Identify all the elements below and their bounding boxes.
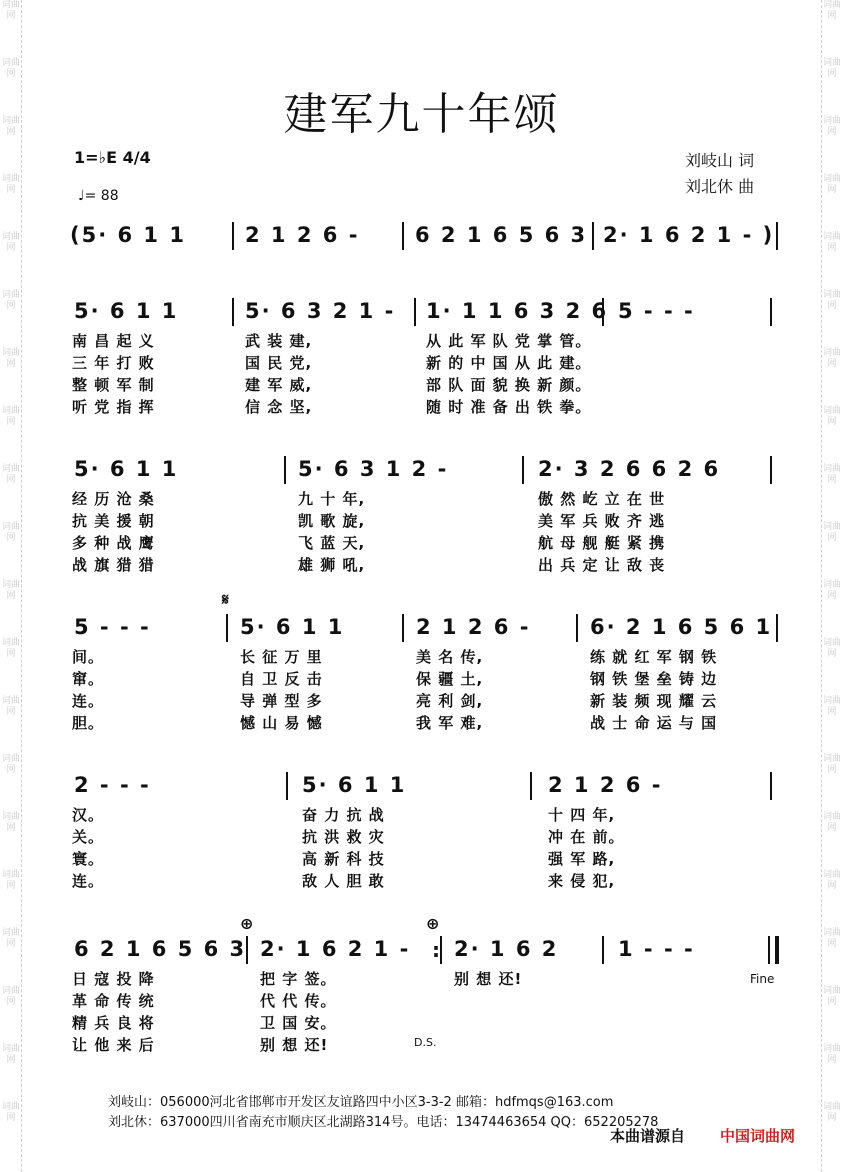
bar-line <box>530 772 532 800</box>
lyric-segment: 国 民 党, <box>245 354 313 372</box>
lyric-segment: 三 年 打 败 <box>72 354 155 372</box>
lyric-segment: 把 字 签。 <box>260 970 337 988</box>
lyrics-block <box>70 488 782 576</box>
measure: 2· 1 6 2 1 - <box>260 937 411 961</box>
watermark-text: 词曲网 <box>822 290 841 311</box>
bar-line <box>402 614 404 642</box>
bar-line <box>232 222 234 250</box>
watermark-text: 词曲网 <box>1 580 20 601</box>
lyric-segment: 信 念 坚, <box>245 398 313 416</box>
lyric-segment: 代 代 传。 <box>260 992 337 1010</box>
lyric-segment: 听 党 指 挥 <box>72 398 155 416</box>
lyric-segment: 傲 然 屹 立 在 世 <box>538 490 666 508</box>
lyric-segment: 亮 利 剑, <box>416 692 484 710</box>
lyric-segment: 出 兵 定 让 敌 丧 <box>538 556 666 574</box>
composer-contact: 刘北休：637000四川省南充市顺庆区北湖路314号。电话：13474463654 QQ：652205278 <box>108 1115 659 1130</box>
watermark-text: 词曲网 <box>822 116 841 137</box>
measure: 2· 3 2 6 6 2 6 <box>538 457 721 481</box>
lyric-segment: 连。 <box>72 692 105 710</box>
lyric-segment: 雄 狮 吼, <box>298 556 366 574</box>
lyric-segment: 南 昌 起 义 <box>72 332 155 350</box>
measure: 2 1 2 6 - <box>416 615 531 639</box>
watermark-text: 词曲网 <box>1 928 20 949</box>
bar-line <box>602 936 604 964</box>
lyric-segment: 练 就 红 军 钢 铁 <box>590 648 718 666</box>
final-bar-line <box>768 936 770 964</box>
lyric-segment: 连。 <box>72 872 105 890</box>
watermark-text: 词曲网 <box>822 464 841 485</box>
lyric-segment: 从 此 军 队 党 掌 管。 <box>426 332 592 350</box>
lyric-verse-1 <box>70 804 782 826</box>
song-title: 建军九十年颂 <box>283 89 560 140</box>
bar-line <box>576 614 578 642</box>
lyric-verse-4 <box>70 870 782 892</box>
watermark-text: 词曲网 <box>1 464 20 485</box>
lyric-segment: 多 种 战 鹰 <box>72 534 155 552</box>
lyric-segment: 美 名 传, <box>416 648 484 666</box>
measure: 5· 6 1 1 <box>74 457 179 481</box>
lyric-segment: 导 弹 型 多 <box>240 692 323 710</box>
watermark-text: 词曲网 <box>822 406 841 427</box>
measure: 6 2 1 6 5 6 3 <box>415 223 588 247</box>
score-system-3 <box>70 454 782 576</box>
bar-line <box>770 456 772 484</box>
lyric-segment: 高 新 科 技 <box>302 850 385 868</box>
measure: 1 - - - <box>618 937 695 961</box>
watermark-text: 词曲网 <box>1 232 20 253</box>
lyric-segment: 窜。 <box>72 670 105 688</box>
watermark-text: 词曲网 <box>822 0 841 21</box>
lyric-segment: 间。 <box>72 648 105 666</box>
bar-line <box>770 298 772 326</box>
watermark-text: 词曲网 <box>822 696 841 717</box>
measure: 2 1 2 6 - <box>548 773 663 797</box>
measure: 5· 6 1 1 <box>302 773 407 797</box>
lyric-segment: 新 的 中 国 从 此 建。 <box>426 354 592 372</box>
bar-line <box>770 772 772 800</box>
watermark-text: 词曲网 <box>822 522 841 543</box>
watermark-text: 词曲网 <box>1 812 20 833</box>
watermark-text: 词曲网 <box>1 870 20 891</box>
segno-sign: 𝄋 <box>222 590 229 609</box>
measure: 5 - - - <box>618 299 695 323</box>
watermark-text: 词曲网 <box>822 580 841 601</box>
composer-credit: 刘北休 曲 <box>685 177 755 196</box>
notation-row <box>70 296 782 326</box>
score-system-2 <box>70 296 782 418</box>
watermark-text: 词曲网 <box>1 986 20 1007</box>
lyric-verse-2 <box>70 990 782 1012</box>
lyric-segment: 抗 洪 救 灾 <box>302 828 385 846</box>
measure: 6· 2 1 6 5 6 1 <box>590 615 773 639</box>
bar-line <box>592 222 594 250</box>
lyric-segment: 自 卫 反 击 <box>240 670 323 688</box>
lyric-segment: 整 顿 军 制 <box>72 376 155 394</box>
lyric-segment: 关。 <box>72 828 105 846</box>
lyric-verse-3 <box>70 690 782 712</box>
watermark-text: 词曲网 <box>1 1044 20 1065</box>
lyric-segment: 凯 歌 旋, <box>298 512 366 530</box>
bar-line <box>414 298 416 326</box>
source-site-link[interactable]: 中国词曲网 <box>720 1127 796 1145</box>
source-label: 本曲谱源自 <box>610 1127 686 1145</box>
notation-row <box>70 612 782 642</box>
lyric-segment: 新 装 频 现 耀 云 <box>590 692 718 710</box>
lyric-verse-3 <box>70 848 782 870</box>
lyric-verse-4 <box>70 396 782 418</box>
lyric-verse-4 <box>70 554 782 576</box>
measure: 2· 1 6 2 1 - ) <box>603 223 775 247</box>
watermark-text: 词曲网 <box>822 1102 841 1123</box>
measure: 1· 1 1 6 3 2 6 <box>426 299 609 323</box>
watermark-text: 词曲网 <box>822 928 841 949</box>
fine-mark: Fine <box>750 972 775 986</box>
score-system-4 <box>70 612 782 734</box>
measure: 6 2 1 6 5 6 3 <box>74 937 247 961</box>
lyric-verse-2 <box>70 826 782 848</box>
lyric-segment: 部 队 面 貌 换 新 颜。 <box>426 376 592 394</box>
watermark-text: 词曲网 <box>1 174 20 195</box>
right-watermark-strip <box>821 0 843 1172</box>
key-signature: 1=♭E 4/4 <box>74 148 151 167</box>
contact-footer <box>108 1093 658 1133</box>
repeat-bar-line <box>440 936 442 964</box>
notation-row <box>70 770 782 800</box>
lyric-verse-2 <box>70 352 782 374</box>
lyric-segment: 钢 铁 堡 垒 铸 边 <box>590 670 718 688</box>
coda-sign: ⊕ <box>240 914 254 933</box>
lyric-segment: 胆。 <box>72 714 105 732</box>
watermark-text: 词曲网 <box>1 116 20 137</box>
watermark-text: 词曲网 <box>1 638 20 659</box>
tempo-marking: ♩= 88 <box>78 188 119 204</box>
measure: 5· 6 3 1 2 - <box>298 457 449 481</box>
watermark-text: 词曲网 <box>1 290 20 311</box>
lyric-verse-3 <box>70 1012 782 1034</box>
watermark-text: 词曲网 <box>822 348 841 369</box>
bar-line <box>286 772 288 800</box>
lyric-segment: 别 想 还! <box>260 1036 329 1054</box>
bar-line <box>602 298 604 326</box>
lyric-verse-3 <box>70 374 782 396</box>
measure: (5· 6 1 1 <box>70 223 186 247</box>
lyric-verse-1 <box>70 646 782 668</box>
lyric-segment: 别 想 还! <box>454 970 523 988</box>
bar-line <box>776 614 778 642</box>
lyric-segment: 建 军 威, <box>245 376 313 394</box>
measure: 2 1 2 6 - <box>245 223 360 247</box>
lyric-segment: 敌 人 胆 敢 <box>302 872 385 890</box>
lyric-verse-1 <box>70 330 782 352</box>
left-watermark-strip <box>0 0 22 1172</box>
lyric-verse-3 <box>70 532 782 554</box>
measure: 5· 6 1 1 <box>74 299 179 323</box>
lyric-segment: 九 十 年, <box>298 490 366 508</box>
lyric-segment: 革 命 传 统 <box>72 992 155 1010</box>
watermark-text: 词曲网 <box>822 1044 841 1065</box>
ds-mark: D.S. <box>414 1036 437 1049</box>
lyric-segment: 来 侵 犯, <box>548 872 616 890</box>
lyric-segment: 让 他 来 后 <box>72 1036 155 1054</box>
bar-line <box>284 456 286 484</box>
lyric-segment: 美 军 兵 败 齐 逃 <box>538 512 666 530</box>
lyrics-block <box>70 646 782 734</box>
lyricist-contact: 刘岐山：056000河北省邯郸市开发区友谊路四中小区3-3-2 邮箱：hdfmqs@163.com <box>108 1095 614 1110</box>
watermark-text: 词曲网 <box>822 870 841 891</box>
bar-line <box>226 614 228 642</box>
lyric-segment: 经 历 沧 桑 <box>72 490 155 508</box>
notation-row <box>70 454 782 484</box>
measure: 5 - - - <box>74 615 151 639</box>
watermark-text: 词曲网 <box>822 986 841 1007</box>
lyric-segment: 武 装 建, <box>245 332 313 350</box>
score-system-5 <box>70 770 782 892</box>
lyric-segment: 精 兵 良 将 <box>72 1014 155 1032</box>
lyrics-block <box>70 330 782 418</box>
watermark-text: 词曲网 <box>1 1102 20 1123</box>
watermark-text: 词曲网 <box>822 754 841 775</box>
lyric-segment: 十 四 年, <box>548 806 616 824</box>
bar-line <box>522 456 524 484</box>
lyric-verse-1 <box>70 488 782 510</box>
lyrics-block <box>70 804 782 892</box>
lyric-segment: 抗 美 援 朝 <box>72 512 155 530</box>
lyric-segment: 飞 蓝 天, <box>298 534 366 552</box>
bar-line <box>246 936 248 964</box>
lyric-segment: 航 母 舰 艇 紧 携 <box>538 534 666 552</box>
bar-line <box>776 222 778 250</box>
watermark-text: 词曲网 <box>1 0 20 21</box>
watermark-text: 词曲网 <box>1 754 20 775</box>
lyric-segment: 日 寇 投 降 <box>72 970 155 988</box>
watermark-text: 词曲网 <box>822 232 841 253</box>
watermark-text: 词曲网 <box>1 406 20 427</box>
lyric-segment: 随 时 准 备 出 铁 拳。 <box>426 398 592 416</box>
watermark-text: 词曲网 <box>822 638 841 659</box>
notation-row <box>70 220 782 250</box>
lyric-verse-1 <box>70 968 782 990</box>
bar-line <box>402 222 404 250</box>
lyric-segment: 寰。 <box>72 850 105 868</box>
lyric-segment: 冲 在 前。 <box>548 828 625 846</box>
lyric-verse-2 <box>70 668 782 690</box>
watermark-text: 词曲网 <box>822 174 841 195</box>
notation-row <box>70 934 782 964</box>
score-system-1 <box>70 220 782 250</box>
lyric-segment: 长 征 万 里 <box>240 648 323 666</box>
coda-sign: ⊕ <box>426 914 440 933</box>
measure: 5· 6 3 2 1 - <box>245 299 396 323</box>
watermark-text: 词曲网 <box>822 812 841 833</box>
bar-line <box>232 298 234 326</box>
lyric-segment: 我 军 难, <box>416 714 484 732</box>
lyric-segment: 保 疆 土, <box>416 670 484 688</box>
lyric-segment: 战 旗 猎 猎 <box>72 556 155 574</box>
measure: 2· 1 6 2 <box>454 937 559 961</box>
watermark-text: 词曲网 <box>822 58 841 79</box>
measure: 5· 6 1 1 <box>240 615 345 639</box>
lyric-segment: 卫 国 安。 <box>260 1014 337 1032</box>
watermark-text: 词曲网 <box>1 696 20 717</box>
watermark-text: 词曲网 <box>1 348 20 369</box>
lyric-verse-2 <box>70 510 782 532</box>
lyric-segment: 强 军 路, <box>548 850 616 868</box>
lyric-segment: 战 士 命 运 与 国 <box>590 714 718 732</box>
lyric-segment: 憾 山 易 憾 <box>240 714 323 732</box>
lyric-verse-4 <box>70 712 782 734</box>
watermark-text: 词曲网 <box>1 58 20 79</box>
measure: 2 - - - <box>74 773 151 797</box>
watermark-text: 词曲网 <box>1 522 20 543</box>
lyric-segment: 奋 力 抗 战 <box>302 806 385 824</box>
lyric-segment: 汉。 <box>72 806 105 824</box>
lyricist-credit: 刘岐山 词 <box>685 151 755 170</box>
